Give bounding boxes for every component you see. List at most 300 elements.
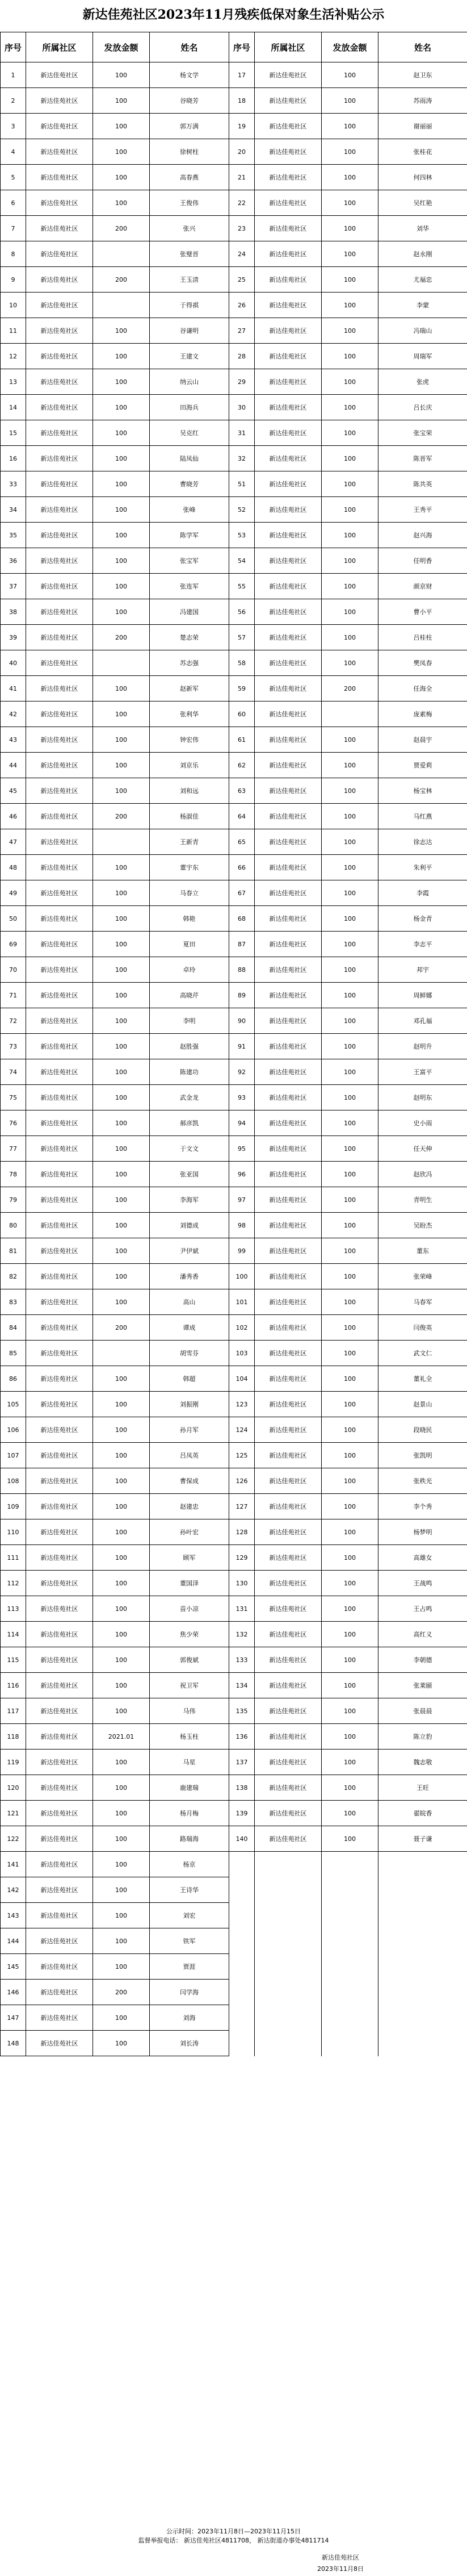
row-community: 新达佳苑社区 (255, 114, 322, 139)
row-no: 132 (229, 1622, 255, 1647)
empty-cell (255, 1852, 322, 1877)
row-name: 周瑞军 (378, 344, 467, 369)
row-amount: 100 (322, 369, 378, 395)
row-no: 99 (229, 1238, 255, 1264)
row-community: 新达佳苑社区 (26, 88, 93, 114)
row-no: 143 (1, 1903, 26, 1928)
row-amount: 100 (322, 778, 378, 804)
row-no: 120 (1, 1775, 26, 1801)
row-amount: 100 (93, 1110, 150, 1136)
row-amount (93, 650, 150, 676)
row-amount: 100 (322, 497, 378, 523)
row-amount: 100 (322, 983, 378, 1008)
row-no: 118 (1, 1724, 26, 1750)
table-row (1, 369, 467, 395)
row-amount: 100 (322, 190, 378, 216)
row-no: 95 (229, 1136, 255, 1162)
row-name: 吴克红 (150, 420, 229, 446)
row-community: 新达佳苑社区 (26, 1775, 93, 1801)
row-name: 高春燕 (150, 165, 229, 190)
table-row (1, 267, 467, 293)
row-no: 6 (1, 190, 26, 216)
row-amount: 100 (93, 1903, 150, 1928)
table-row (1, 1775, 467, 1801)
row-community: 新达佳苑社区 (26, 625, 93, 650)
row-no: 139 (229, 1801, 255, 1826)
row-amount: 100 (93, 497, 150, 523)
row-community: 新达佳苑社区 (255, 1622, 322, 1647)
table-row (1, 1213, 467, 1238)
row-no: 19 (229, 114, 255, 139)
row-no: 103 (229, 1341, 255, 1366)
row-name: 张峰 (150, 497, 229, 523)
row-no: 76 (1, 1110, 26, 1136)
table-row (1, 420, 467, 446)
row-amount: 100 (322, 241, 378, 267)
row-amount: 100 (322, 548, 378, 574)
row-name: 赵景山 (378, 1392, 467, 1417)
row-amount: 100 (93, 1571, 150, 1596)
row-name: 贾涯 (150, 1954, 229, 1980)
row-name: 赵胜强 (150, 1034, 229, 1059)
row-community: 新达佳苑社区 (26, 702, 93, 727)
row-no: 122 (1, 1826, 26, 1852)
row-amount: 100 (93, 1698, 150, 1724)
row-name: 张宝军 (150, 548, 229, 574)
row-name: 尤福忠 (378, 267, 467, 293)
header-community-right: 所属社区 (255, 32, 322, 62)
row-community: 新达佳苑社区 (26, 1545, 93, 1571)
row-community: 新达佳苑社区 (255, 165, 322, 190)
row-amount: 200 (93, 267, 150, 293)
row-no: 47 (1, 829, 26, 855)
row-no: 131 (229, 1596, 255, 1622)
row-name: 谷晓芳 (150, 88, 229, 114)
table-row (1, 1162, 467, 1187)
row-amount: 100 (93, 676, 150, 702)
table-row (1, 983, 467, 1008)
row-amount: 100 (93, 88, 150, 114)
row-no: 44 (1, 753, 26, 778)
row-no: 97 (229, 1187, 255, 1213)
row-no: 42 (1, 702, 26, 727)
row-no: 105 (1, 1392, 26, 1417)
table-row (1, 1034, 467, 1059)
row-no: 72 (1, 1008, 26, 1034)
row-community: 新达佳苑社区 (255, 625, 322, 650)
row-name: 杨金青 (378, 906, 467, 932)
row-amount: 100 (322, 1750, 378, 1775)
row-amount: 100 (93, 1801, 150, 1826)
table-row (1, 1315, 467, 1341)
row-community: 新达佳苑社区 (26, 216, 93, 241)
row-name: 钟宏伟 (150, 727, 229, 753)
row-community: 新达佳苑社区 (26, 139, 93, 165)
row-community: 新达佳苑社区 (26, 1213, 93, 1238)
row-community: 新达佳苑社区 (255, 727, 322, 753)
row-name: 王俊伟 (150, 190, 229, 216)
row-amount: 100 (322, 293, 378, 318)
empty-cell (229, 2005, 255, 2031)
table-row (1, 932, 467, 957)
row-community: 新达佳苑社区 (26, 1392, 93, 1417)
row-no: 24 (229, 241, 255, 267)
row-name: 马春立 (150, 880, 229, 906)
row-community: 新达佳苑社区 (26, 880, 93, 906)
table-row (1, 1852, 467, 1877)
row-name: 贾爱莉 (378, 753, 467, 778)
row-no: 108 (1, 1468, 26, 1494)
table-row (1, 1903, 467, 1928)
row-name: 李海军 (150, 1187, 229, 1213)
row-no: 56 (229, 599, 255, 625)
row-no: 146 (1, 1980, 26, 2005)
row-name: 郝彦凯 (150, 1110, 229, 1136)
row-amount: 100 (93, 395, 150, 420)
table-row (1, 1928, 467, 1954)
row-amount: 100 (322, 599, 378, 625)
row-no: 113 (1, 1596, 26, 1622)
row-amount: 100 (322, 114, 378, 139)
row-amount: 100 (322, 1775, 378, 1801)
row-name: 赵欣冯 (378, 1162, 467, 1187)
row-no: 145 (1, 1954, 26, 1980)
row-no: 8 (1, 241, 26, 267)
row-amount: 100 (322, 804, 378, 829)
row-name: 徐志达 (378, 829, 467, 855)
sign-date: 2023年11月8日 (317, 2565, 364, 2573)
row-community: 新达佳苑社区 (255, 1162, 322, 1187)
empty-cell (255, 1928, 322, 1954)
row-community: 新达佳苑社区 (26, 1596, 93, 1622)
table-row (1, 1647, 467, 1673)
row-amount: 100 (322, 395, 378, 420)
row-amount: 100 (322, 216, 378, 241)
row-community: 新达佳苑社区 (26, 855, 93, 880)
row-name: 吴红艳 (378, 190, 467, 216)
row-name: 陈共英 (378, 471, 467, 497)
row-name: 高晓芹 (150, 983, 229, 1008)
row-amount: 100 (322, 471, 378, 497)
row-name: 张利华 (150, 702, 229, 727)
row-amount: 100 (322, 1315, 378, 1341)
table-row (1, 1980, 467, 2005)
row-community: 新达佳苑社区 (26, 1494, 93, 1519)
row-community: 新达佳苑社区 (26, 1289, 93, 1315)
row-no: 82 (1, 1264, 26, 1289)
row-amount: 100 (322, 1443, 378, 1468)
row-amount: 100 (322, 267, 378, 293)
row-no: 65 (229, 829, 255, 855)
row-name: 刘京乐 (150, 753, 229, 778)
row-no: 7 (1, 216, 26, 241)
row-no: 136 (229, 1724, 255, 1750)
table-row (1, 1750, 467, 1775)
row-community: 新达佳苑社区 (26, 62, 93, 88)
row-amount: 100 (322, 1417, 378, 1443)
row-no: 11 (1, 318, 26, 344)
table-row (1, 1954, 467, 1980)
row-name: 杨梦明 (378, 1519, 467, 1545)
row-name: 赵卫东 (378, 62, 467, 88)
row-name: 李志平 (378, 932, 467, 957)
row-name: 吕凤英 (150, 1443, 229, 1468)
row-name: 段晓民 (378, 1417, 467, 1443)
table-row (1, 1724, 467, 1750)
empty-cell (255, 2031, 322, 2056)
empty-cell (378, 1980, 467, 2005)
row-community: 新达佳苑社区 (26, 1238, 93, 1264)
row-no: 109 (1, 1494, 26, 1519)
row-no: 123 (229, 1392, 255, 1417)
row-name: 马星 (150, 1750, 229, 1775)
row-amount: 100 (322, 1494, 378, 1519)
row-community: 新达佳苑社区 (255, 1110, 322, 1136)
row-name: 张兴 (150, 216, 229, 241)
empty-cell (229, 1928, 255, 1954)
row-name: 徐树柱 (150, 139, 229, 165)
row-amount: 100 (322, 1136, 378, 1162)
row-name: 闫学海 (150, 1980, 229, 2005)
row-amount: 100 (93, 62, 150, 88)
row-community: 新达佳苑社区 (255, 676, 322, 702)
row-no: 31 (229, 420, 255, 446)
row-name: 王旺 (378, 1775, 467, 1801)
row-amount: 100 (322, 855, 378, 880)
row-community: 新达佳苑社区 (26, 1903, 93, 1928)
row-community: 新达佳苑社区 (26, 829, 93, 855)
row-amount: 100 (93, 957, 150, 983)
row-name: 赵晨宇 (378, 727, 467, 753)
row-name: 王占鸣 (378, 1596, 467, 1622)
table-row (1, 523, 467, 548)
row-name: 武金龙 (150, 1085, 229, 1110)
empty-cell (378, 1877, 467, 1903)
table-row (1, 241, 467, 267)
row-amount: 100 (322, 1673, 378, 1698)
row-amount: 100 (93, 1417, 150, 1443)
row-amount: 100 (322, 1341, 378, 1366)
row-no: 51 (229, 471, 255, 497)
row-name: 高雄女 (378, 1545, 467, 1571)
row-community: 新达佳苑社区 (255, 778, 322, 804)
table-row (1, 1341, 467, 1366)
row-name: 胡雪芬 (150, 1341, 229, 1366)
row-community: 新达佳苑社区 (26, 932, 93, 957)
table-row (1, 1187, 467, 1213)
row-community: 新达佳苑社区 (26, 1187, 93, 1213)
row-no: 98 (229, 1213, 255, 1238)
row-community: 新达佳苑社区 (255, 702, 322, 727)
row-no: 91 (229, 1034, 255, 1059)
row-amount: 100 (322, 1289, 378, 1315)
empty-cell (229, 1980, 255, 2005)
row-no: 86 (1, 1366, 26, 1392)
row-community: 新达佳苑社区 (255, 1519, 322, 1545)
page-title: 新达佳苑社区2023年11月残疾低保对象生活补贴公示 (82, 7, 385, 22)
empty-cell (255, 1954, 322, 1980)
row-community: 新达佳苑社区 (255, 497, 322, 523)
row-no: 45 (1, 778, 26, 804)
row-no: 30 (229, 395, 255, 420)
row-no: 15 (1, 420, 26, 446)
row-amount: 100 (322, 1519, 378, 1545)
row-name: 夏田 (150, 932, 229, 957)
row-no: 33 (1, 471, 26, 497)
row-amount: 100 (93, 1468, 150, 1494)
row-community: 新达佳苑社区 (26, 1264, 93, 1289)
row-community: 新达佳苑社区 (255, 1315, 322, 1341)
row-community: 新达佳苑社区 (255, 523, 322, 548)
row-name: 鹿建瑞 (150, 1775, 229, 1801)
row-name: 董宇东 (150, 855, 229, 880)
row-name: 马春军 (378, 1289, 467, 1315)
row-community: 新达佳苑社区 (26, 574, 93, 599)
table-row (1, 625, 467, 650)
row-community: 新达佳苑社区 (26, 1366, 93, 1392)
row-community: 新达佳苑社区 (26, 1085, 93, 1110)
row-community: 新达佳苑社区 (26, 804, 93, 829)
row-name: 焦少荣 (150, 1622, 229, 1647)
row-name: 李霞 (378, 880, 467, 906)
row-community: 新达佳苑社区 (255, 804, 322, 829)
row-name: 尹伊斌 (150, 1238, 229, 1264)
row-no: 18 (229, 88, 255, 114)
table-header-row (1, 32, 467, 62)
row-community: 新达佳苑社区 (26, 471, 93, 497)
row-community: 新达佳苑社区 (255, 574, 322, 599)
row-community: 新达佳苑社区 (26, 1852, 93, 1877)
row-amount: 100 (93, 1162, 150, 1187)
row-amount: 100 (322, 1724, 378, 1750)
table-row (1, 139, 467, 165)
row-name: 铁军 (150, 1928, 229, 1954)
table-row (1, 1622, 467, 1647)
row-community: 新达佳苑社区 (255, 216, 322, 241)
row-name: 韩超 (150, 1366, 229, 1392)
row-amount: 100 (93, 1366, 150, 1392)
row-community: 新达佳苑社区 (255, 293, 322, 318)
empty-cell (229, 1954, 255, 1980)
row-community: 新达佳苑社区 (255, 1596, 322, 1622)
row-name: 王建文 (150, 344, 229, 369)
row-no: 50 (1, 906, 26, 932)
row-no: 142 (1, 1877, 26, 1903)
row-amount (93, 293, 150, 318)
row-community: 新达佳苑社区 (26, 267, 93, 293)
row-community: 新达佳苑社区 (26, 1341, 93, 1366)
row-amount: 100 (322, 1213, 378, 1238)
row-amount: 100 (93, 139, 150, 165)
row-community: 新达佳苑社区 (255, 1801, 322, 1826)
row-community: 新达佳苑社区 (26, 727, 93, 753)
row-amount: 100 (93, 165, 150, 190)
row-community: 新达佳苑社区 (255, 471, 322, 497)
row-name: 颜京财 (378, 574, 467, 599)
row-no: 128 (229, 1519, 255, 1545)
row-amount: 100 (322, 574, 378, 599)
row-name: 张璧晋 (150, 241, 229, 267)
row-no: 126 (229, 1468, 255, 1494)
row-community: 新达佳苑社区 (26, 395, 93, 420)
row-name: 纳云山 (150, 369, 229, 395)
row-no: 80 (1, 1213, 26, 1238)
row-name: 郭俊斌 (150, 1647, 229, 1673)
row-community: 新达佳苑社区 (255, 344, 322, 369)
row-no: 68 (229, 906, 255, 932)
row-name: 张连军 (150, 574, 229, 599)
row-amount: 100 (322, 1110, 378, 1136)
table-row (1, 1468, 467, 1494)
empty-cell (378, 1928, 467, 1954)
row-no: 119 (1, 1750, 26, 1775)
row-name: 刘宏 (150, 1903, 229, 1928)
row-no: 107 (1, 1443, 26, 1468)
row-name: 何四林 (378, 165, 467, 190)
empty-cell (229, 1852, 255, 1877)
row-name: 邓孔福 (378, 1008, 467, 1034)
row-no: 117 (1, 1698, 26, 1724)
row-name: 陈建功 (150, 1059, 229, 1085)
row-community: 新达佳苑社区 (255, 139, 322, 165)
row-no: 40 (1, 650, 26, 676)
table-row (1, 1443, 467, 1468)
row-amount: 100 (322, 1596, 378, 1622)
row-no: 3 (1, 114, 26, 139)
row-no: 129 (229, 1545, 255, 1571)
table-row (1, 880, 467, 906)
row-name: 任天伸 (378, 1136, 467, 1162)
row-amount: 100 (93, 983, 150, 1008)
row-no: 37 (1, 574, 26, 599)
row-amount: 100 (322, 753, 378, 778)
row-community: 新达佳苑社区 (26, 1980, 93, 2005)
row-amount: 100 (93, 702, 150, 727)
row-name: 刘振刚 (150, 1392, 229, 1417)
row-community: 新达佳苑社区 (26, 1647, 93, 1673)
row-community: 新达佳苑社区 (26, 1826, 93, 1852)
row-amount: 100 (322, 1034, 378, 1059)
row-community: 新达佳苑社区 (255, 395, 322, 420)
empty-cell (322, 1928, 378, 1954)
row-amount: 100 (322, 344, 378, 369)
row-name: 楚志荣 (150, 625, 229, 650)
row-no: 38 (1, 599, 26, 625)
row-name: 张荣峰 (378, 1264, 467, 1289)
empty-cell (255, 1877, 322, 1903)
row-no: 64 (229, 804, 255, 829)
row-name: 史小雨 (378, 1110, 467, 1136)
table-row (1, 1366, 467, 1392)
row-amount: 100 (93, 1877, 150, 1903)
row-amount: 100 (322, 625, 378, 650)
row-no: 140 (229, 1826, 255, 1852)
row-amount: 100 (93, 318, 150, 344)
row-no: 71 (1, 983, 26, 1008)
row-no: 54 (229, 548, 255, 574)
table-row (1, 1494, 467, 1519)
row-no: 43 (1, 727, 26, 753)
row-community: 新达佳苑社区 (255, 1059, 322, 1085)
row-amount: 100 (93, 1008, 150, 1034)
row-community: 新达佳苑社区 (26, 1571, 93, 1596)
row-no: 66 (229, 855, 255, 880)
notice-phone: 监督举报电话： 新达佳苑社区4811708， 新达街道办事处4811714 (138, 2537, 329, 2544)
row-amount: 100 (93, 2031, 150, 2056)
row-name: 潘秀香 (150, 1264, 229, 1289)
row-name: 刘德成 (150, 1213, 229, 1238)
table-row (1, 2031, 467, 2056)
